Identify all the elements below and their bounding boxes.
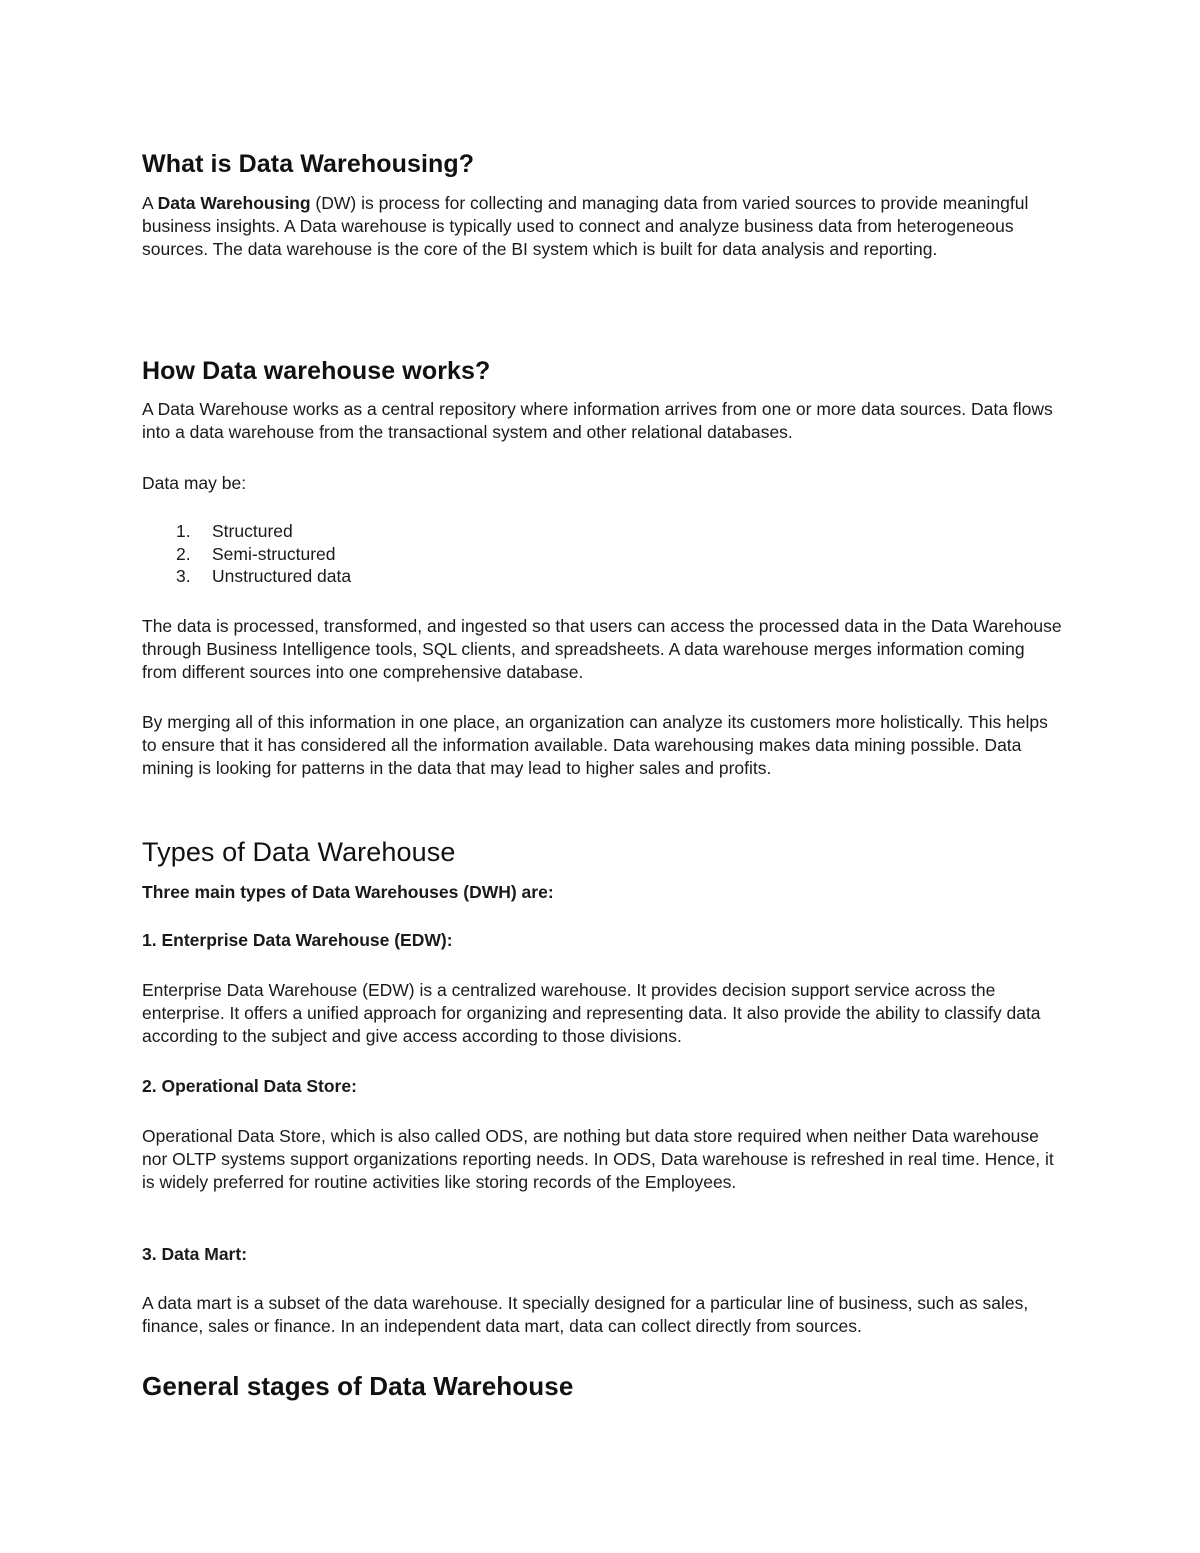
list-item: 3. Unstructured data: [176, 566, 352, 586]
list-item: 1. Structured: [176, 521, 293, 541]
paragraph-ods: Operational Data Store, which is also called ODS, are nothing but data store required when neither Data warehouse nor OLTP systems support organizations reporting needs. In ODS, Data warehouse is refreshed in real time. Hence, it is widely preferred for routine activities like storing records of the Employees.: [142, 1126, 1054, 1192]
heading-what-is-data-warehousing: What is Data Warehousing?: [142, 150, 475, 178]
paragraph-central-repository: A Data Warehouse works as a central repository where information arrives from one or more data sources. Data flows into a data warehouse from the transactional system and other relational databases.: [142, 399, 1053, 442]
subheading-data-mart: 3. Data Mart:: [142, 1244, 248, 1264]
paragraph-definition: A Data Warehousing (DW) is process for collecting and managing data from varied sources to provide meaningful business insights. A Data warehouse is typically used to connect and analyze business data from heterogeneous sources. The data warehouse is the core of the BI system which is built for data analysis and reporting.: [142, 193, 1029, 259]
heading-general-stages: General stages of Data Warehouse: [142, 1371, 574, 1401]
subheading-three-main-types: Three main types of Data Warehouses (DWH) are:: [142, 882, 554, 902]
paragraph-data-mart: A data mart is a subset of the data warehouse. It specially designed for a particular line of business, such as sales, finance, sales or finance. In an independent data mart, data can collect directly from sources.: [142, 1293, 1029, 1336]
subheading-ods: 2. Operational Data Store:: [142, 1076, 357, 1096]
term-data-warehousing: Data Warehousing: [157, 193, 311, 213]
heading-how-data-warehouse-works: How Data warehouse works?: [142, 357, 491, 385]
paragraph-processing: The data is processed, transformed, and ingested so that users can access the processed data in the Data Warehouse through Business Intelligence tools, SQL clients, and spreadsheets. A data warehouse merges information coming from different sources into one comprehensive database.: [142, 616, 1062, 682]
heading-types-of-data-warehouse: Types of Data Warehouse: [142, 837, 456, 867]
subheading-edw: 1. Enterprise Data Warehouse (EDW):: [142, 930, 453, 950]
list-item: 2. Semi-structured: [176, 543, 336, 564]
paragraph-edw: Enterprise Data Warehouse (EDW) is a centralized warehouse. It provides decision support service across the enterprise. It offers a unified approach for organizing and representing data. It also provide the ability to classify data according to the subject and give access according to those divisions.: [142, 980, 1041, 1046]
paragraph-merging: By merging all of this information in one place, an organization can analyze its customers more holistically. This helps to ensure that it has considered all the information available. Data warehousing makes data mining possible. Data mining is looking for patterns in the data that may lead to higher sales and profits.: [142, 712, 1048, 778]
list-data-types: [142, 520, 1062, 588]
paragraph-data-may-be: Data may be:: [142, 473, 247, 493]
